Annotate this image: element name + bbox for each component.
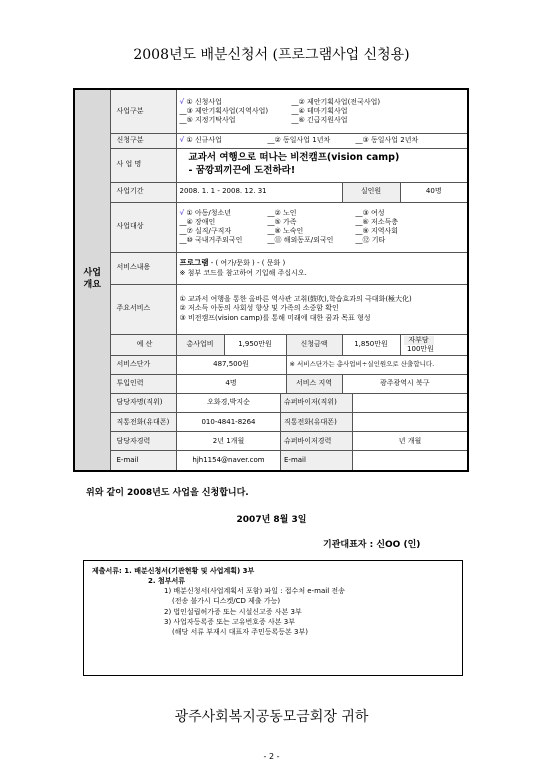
phone2-value: [353, 413, 468, 432]
count-value: 40명: [400, 182, 468, 202]
email2-value: [353, 451, 468, 470]
label-count: 실인원: [342, 182, 400, 202]
docs-item: 1) 배분신청서(사업계획서 포함) 파일 : 접수처 e-mail 전송: [164, 587, 345, 596]
application-form-table: [73, 88, 469, 472]
option-category-5[interactable]: __⑤ 지정기탁사업: [179, 115, 236, 124]
docs-item: (전송 불가시 디스켓/CD 제출 가능): [172, 597, 281, 606]
option-target-3[interactable]: __③ 여성: [355, 208, 385, 217]
business-name-line1: 교과서 여행으로 떠나는 비전캠프(vision camp): [188, 152, 400, 164]
label-email: E-mail: [111, 451, 177, 470]
app-type-options: [176, 133, 468, 148]
option-category-6[interactable]: __⑥ 긴급지원사업: [291, 115, 348, 124]
business-name-line2: - 꿈깡꾀끼끈에 도전하라!: [188, 165, 296, 176]
self-burden-cell: [400, 334, 468, 355]
main-service-item: ① 교과서 여행을 통한 올바른 역사관 고취(鼓吹),학습효과의 극대화(極大化): [179, 295, 412, 304]
label-budget: 예 산: [110, 334, 176, 355]
application-statement: 위와 같이 2008년도 사업을 신청합니다.: [86, 488, 249, 498]
label-self-burden: 자부담: [404, 336, 434, 345]
manpower-value: 4명: [176, 374, 286, 393]
total-cost-value: 1,950만원: [224, 334, 286, 355]
main-service-item: ② 저소득 아동의 사회성 향상 및 가족의 소중함 확인: [179, 304, 339, 313]
manager-value: 오화경,박지순: [177, 394, 281, 413]
business-name-value: [176, 148, 468, 182]
side-label: 사업 개요: [83, 268, 101, 290]
label-unit-cost: 서비스단가: [110, 355, 176, 374]
label-total-cost: 총사업비: [176, 334, 224, 355]
label-phone: 직통전화(유대폰): [111, 413, 177, 432]
addressee: 광주사회복지공동모금회장 귀하: [174, 709, 369, 725]
document-title: 2008년도 배분신청서 (프로그램사업 신청용): [133, 47, 410, 63]
request-amount-value: 1,850만원: [342, 334, 400, 355]
option-target-4[interactable]: __④ 장애인: [179, 217, 216, 226]
label-period: 사업기간: [110, 182, 176, 202]
label-service-content: 서비스내용: [110, 252, 176, 284]
page-number: - 2 -: [263, 752, 280, 761]
option-target-12[interactable]: __⑫ 기타: [355, 236, 386, 245]
label-supervisor: 슈퍼바이저(직위): [281, 394, 353, 413]
option-category-1[interactable]: √ ① 신청사업: [179, 97, 222, 106]
supervisor-value: [353, 394, 468, 413]
label-target: 사업대상: [110, 202, 176, 252]
section-label-business-overview: [74, 89, 110, 471]
label-manager: 담당자명(직위): [111, 394, 177, 413]
contact-table: [111, 394, 468, 470]
unit-cost-note: ※ 서비스단가는 총사업비÷실인원으로 산출합니다.: [286, 355, 468, 374]
option-app-type-3[interactable]: __③ 동일사업 2년차: [355, 135, 419, 144]
label-category: 사업구분: [110, 89, 176, 133]
option-target-7[interactable]: __⑦ 실직/구직자: [179, 227, 232, 235]
option-category-4[interactable]: __④ 테마기획사업: [291, 106, 348, 115]
option-category-2[interactable]: __② 제안기획사업(전국사업): [291, 97, 381, 106]
option-target-8[interactable]: __⑧ 노숙인: [267, 227, 304, 235]
option-target-1[interactable]: √ ① 아동/청소년: [179, 208, 232, 217]
label-app-type: 신청구분: [110, 133, 176, 148]
label-service-area: 서비스 지역: [286, 374, 342, 393]
period-value: 2008. 1. 1 - 2008. 12. 31: [176, 182, 342, 202]
contact-section: [110, 393, 468, 471]
docs-sub-heading: 2. 첨부서류: [148, 577, 186, 586]
self-burden-value: 100만원: [407, 344, 434, 353]
service-content-value: [176, 252, 468, 284]
unit-cost-value: 487,500원: [176, 355, 286, 374]
option-app-type-1[interactable]: √ ① 신규사업: [179, 135, 222, 144]
label-career: 담당자경력: [111, 432, 177, 451]
label-manpower: 투입인력: [110, 374, 176, 393]
service-area-value: 광주광역시 북구: [342, 374, 468, 393]
service-note: ※ 첨부 코드를 참고하여 기입해 주십시오.: [179, 268, 307, 277]
target-options: [176, 202, 468, 252]
check-mark-icon: √: [179, 208, 185, 217]
option-target-2[interactable]: __② 노인: [267, 208, 297, 217]
docs-heading: 제출서류: 1. 배분신청서(기관현황 및 사업계획) 3부: [92, 567, 255, 575]
option-app-type-2[interactable]: __② 동일사업 1년차: [267, 135, 331, 144]
label-supervisor-career: 슈퍼바이저경력: [281, 432, 353, 451]
label-main-service: 주요서비스: [110, 284, 176, 334]
label-business-name: 사 업 명: [110, 148, 176, 182]
career-value: 2년 1개월: [177, 432, 281, 451]
option-target-6[interactable]: __⑥ 저소득층: [355, 217, 399, 226]
check-mark-icon: √: [179, 135, 185, 144]
check-mark-icon: √: [179, 97, 185, 106]
submission-documents-box: [83, 560, 463, 676]
phone-value: 010-4841-8264: [177, 413, 281, 432]
main-service-list: [176, 284, 468, 334]
supervisor-career-value: 년 개월: [353, 432, 468, 451]
service-program-label: 프로그램: [179, 258, 209, 268]
docs-item: 2) 법인설립허가증 또는 시설신고증 사본 3부: [164, 607, 302, 616]
representative-signature: 기관대표자 : 신OO (인): [323, 540, 421, 550]
option-target-5[interactable]: __⑤ 가족: [267, 217, 297, 226]
application-date: 2007년 8월 3일: [236, 515, 307, 525]
option-target-11[interactable]: __⑪ 해외동포/외국인: [267, 236, 334, 245]
option-target-10[interactable]: __⑩ 국내거주외국인: [179, 236, 243, 245]
label-request-amount: 신청금액: [286, 334, 342, 355]
docs-item: 3) 사업자등록증 또는 고유번호증 사본 3부: [164, 617, 295, 626]
category-options: [176, 89, 468, 133]
service-code-value: - ( 여가/문화 ) - ( 문화 ): [210, 259, 286, 268]
label-email2: E-mail: [281, 451, 353, 470]
docs-item: (해당 서류 부재시 대표자 주민등록등본 3부): [172, 627, 308, 636]
option-category-3[interactable]: __③ 제안기획사업(지역사업): [179, 106, 269, 115]
option-target-9[interactable]: __⑨ 지역사회: [355, 227, 399, 235]
label-phone2: 직통전화(유대폰): [281, 413, 353, 432]
main-service-item: ③ 비전캠프(vision camp)를 통해 미래에 대한 꿈과 목표 형성: [179, 313, 371, 322]
email-value: hjh1154@naver.com: [177, 451, 281, 470]
